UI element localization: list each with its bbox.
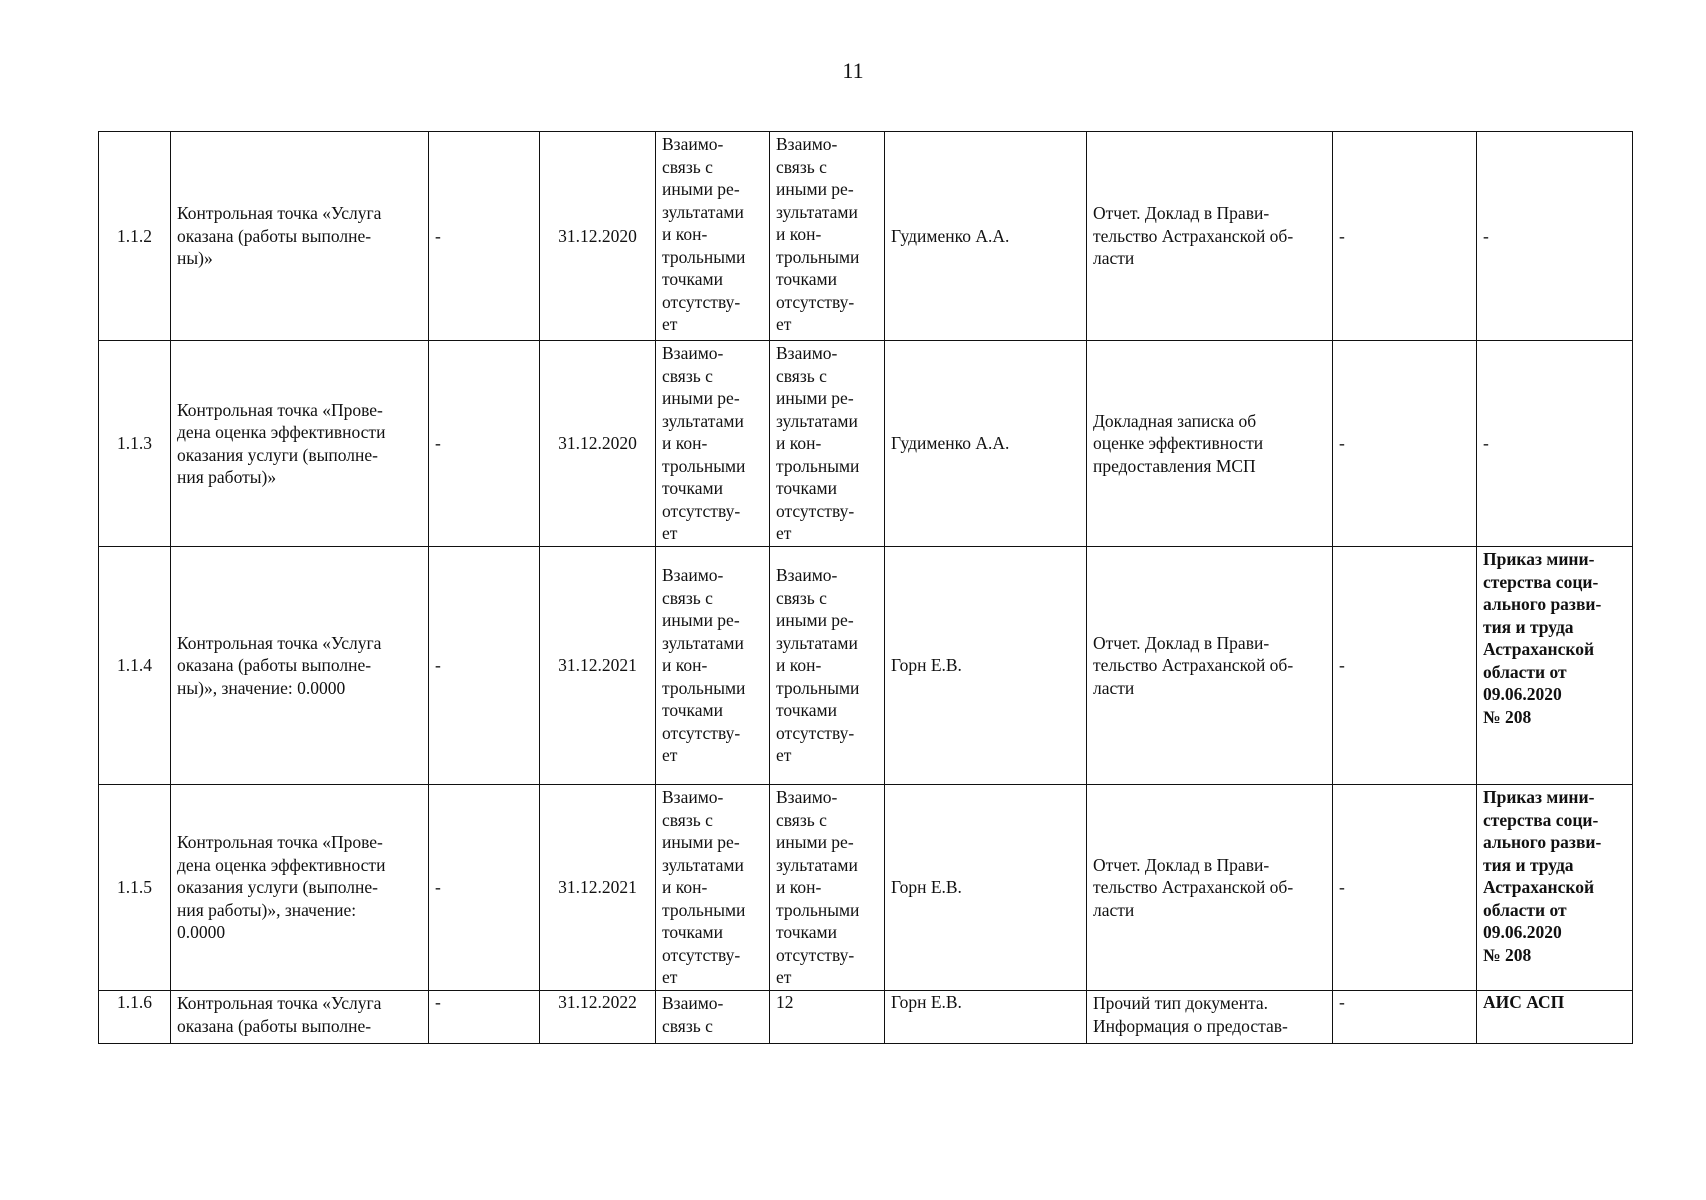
relationship-previous: Взаимо- связь с иными ре- зультатами и кон- трольными точками отсутству- ет: [656, 785, 770, 991]
row-number: 1.1.5: [99, 785, 171, 991]
control-point-name: Контрольная точка «Прове- дена оценка эффективности оказания услуги (выполне- ния работы)», значение: 0.0000: [171, 785, 429, 991]
control-points-table: [98, 131, 1633, 1044]
relationship-previous: Взаимо- связь с иными ре- зультатами и кон- трольными точками отсутству- ет: [656, 341, 770, 547]
table-row: [99, 991, 1633, 1044]
predecessor-cell: -: [429, 991, 540, 1044]
table-row: [99, 132, 1633, 341]
table-row: [99, 341, 1633, 547]
confirming-document: Отчет. Доклад в Прави- тельство Астраханской об- ласти: [1087, 547, 1333, 785]
row-number: 1.1.3: [99, 341, 171, 547]
relationship-next: Взаимо- связь с иными ре- зультатами и кон- трольными точками отсутству- ет: [770, 785, 885, 991]
responsible-person: Горн Е.В.: [885, 991, 1087, 1044]
deadline-date: 31.12.2021: [540, 547, 656, 785]
row-number: 1.1.2: [99, 132, 171, 341]
confirming-document: Отчет. Доклад в Прави- тельство Астраханской об- ласти: [1087, 785, 1333, 991]
relationship-previous: Взаимо- связь с иными ре- зультатами и кон- трольными точками отсутству- ет: [656, 547, 770, 785]
confirming-document: Прочий тип документа. Информация о предостав-: [1087, 991, 1333, 1044]
predecessor-cell: -: [429, 547, 540, 785]
information-system: Приказ мини- стерства соци- ального разви- тия и труда Астраханской области от 09.06.2020 № 208: [1477, 785, 1633, 991]
control-point-name: Контрольная точка «Услуга оказана (работы выполне- ны)», значение: 0.0000: [171, 547, 429, 785]
row-number: 1.1.6: [99, 991, 171, 1044]
row-number: 1.1.4: [99, 547, 171, 785]
information-system: Приказ мини- стерства соци- ального разви- тия и труда Астраханской области от 09.06.2020 № 208: [1477, 547, 1633, 785]
approval-level: -: [1333, 785, 1477, 991]
relationship-previous: Взаимо- связь с: [656, 991, 770, 1044]
control-point-name: Контрольная точка «Услуга оказана (работы выполне-: [171, 991, 429, 1044]
relationship-next: Взаимо- связь с иными ре- зультатами и кон- трольными точками отсутству- ет: [770, 547, 885, 785]
table-row: [99, 547, 1633, 785]
predecessor-cell: -: [429, 341, 540, 547]
relationship-next: 12: [770, 991, 885, 1044]
predecessor-cell: -: [429, 132, 540, 341]
page-number: 11: [842, 58, 864, 83]
confirming-document: Докладная записка об оценке эффективности предоставления МСП: [1087, 341, 1333, 547]
responsible-person: Горн Е.В.: [885, 785, 1087, 991]
table-row: [99, 785, 1633, 991]
approval-level: -: [1333, 547, 1477, 785]
responsible-person: Гудименко А.А.: [885, 341, 1087, 547]
control-point-name: Контрольная точка «Прове- дена оценка эффективности оказания услуги (выполне- ния работы)»: [171, 341, 429, 547]
approval-level: -: [1333, 341, 1477, 547]
predecessor-cell: -: [429, 785, 540, 991]
control-point-name: Контрольная точка «Услуга оказана (работы выполне- ны)»: [171, 132, 429, 341]
deadline-date: 31.12.2021: [540, 785, 656, 991]
deadline-date: 31.12.2020: [540, 132, 656, 341]
relationship-next: Взаимо- связь с иными ре- зультатами и кон- трольными точками отсутству- ет: [770, 341, 885, 547]
information-system: -: [1477, 341, 1633, 547]
approval-level: -: [1333, 991, 1477, 1044]
responsible-person: Гудименко А.А.: [885, 132, 1087, 341]
responsible-person: Горн Е.В.: [885, 547, 1087, 785]
relationship-next: Взаимо- связь с иными ре- зультатами и кон- трольными точками отсутству- ет: [770, 132, 885, 341]
approval-level: -: [1333, 132, 1477, 341]
information-system: АИС АСП: [1477, 991, 1633, 1044]
relationship-previous: Взаимо- связь с иными ре- зультатами и кон- трольными точками отсутству- ет: [656, 132, 770, 341]
deadline-date: 31.12.2020: [540, 341, 656, 547]
deadline-date: 31.12.2022: [540, 991, 656, 1044]
confirming-document: Отчет. Доклад в Прави- тельство Астраханской об- ласти: [1087, 132, 1333, 341]
information-system: -: [1477, 132, 1633, 341]
